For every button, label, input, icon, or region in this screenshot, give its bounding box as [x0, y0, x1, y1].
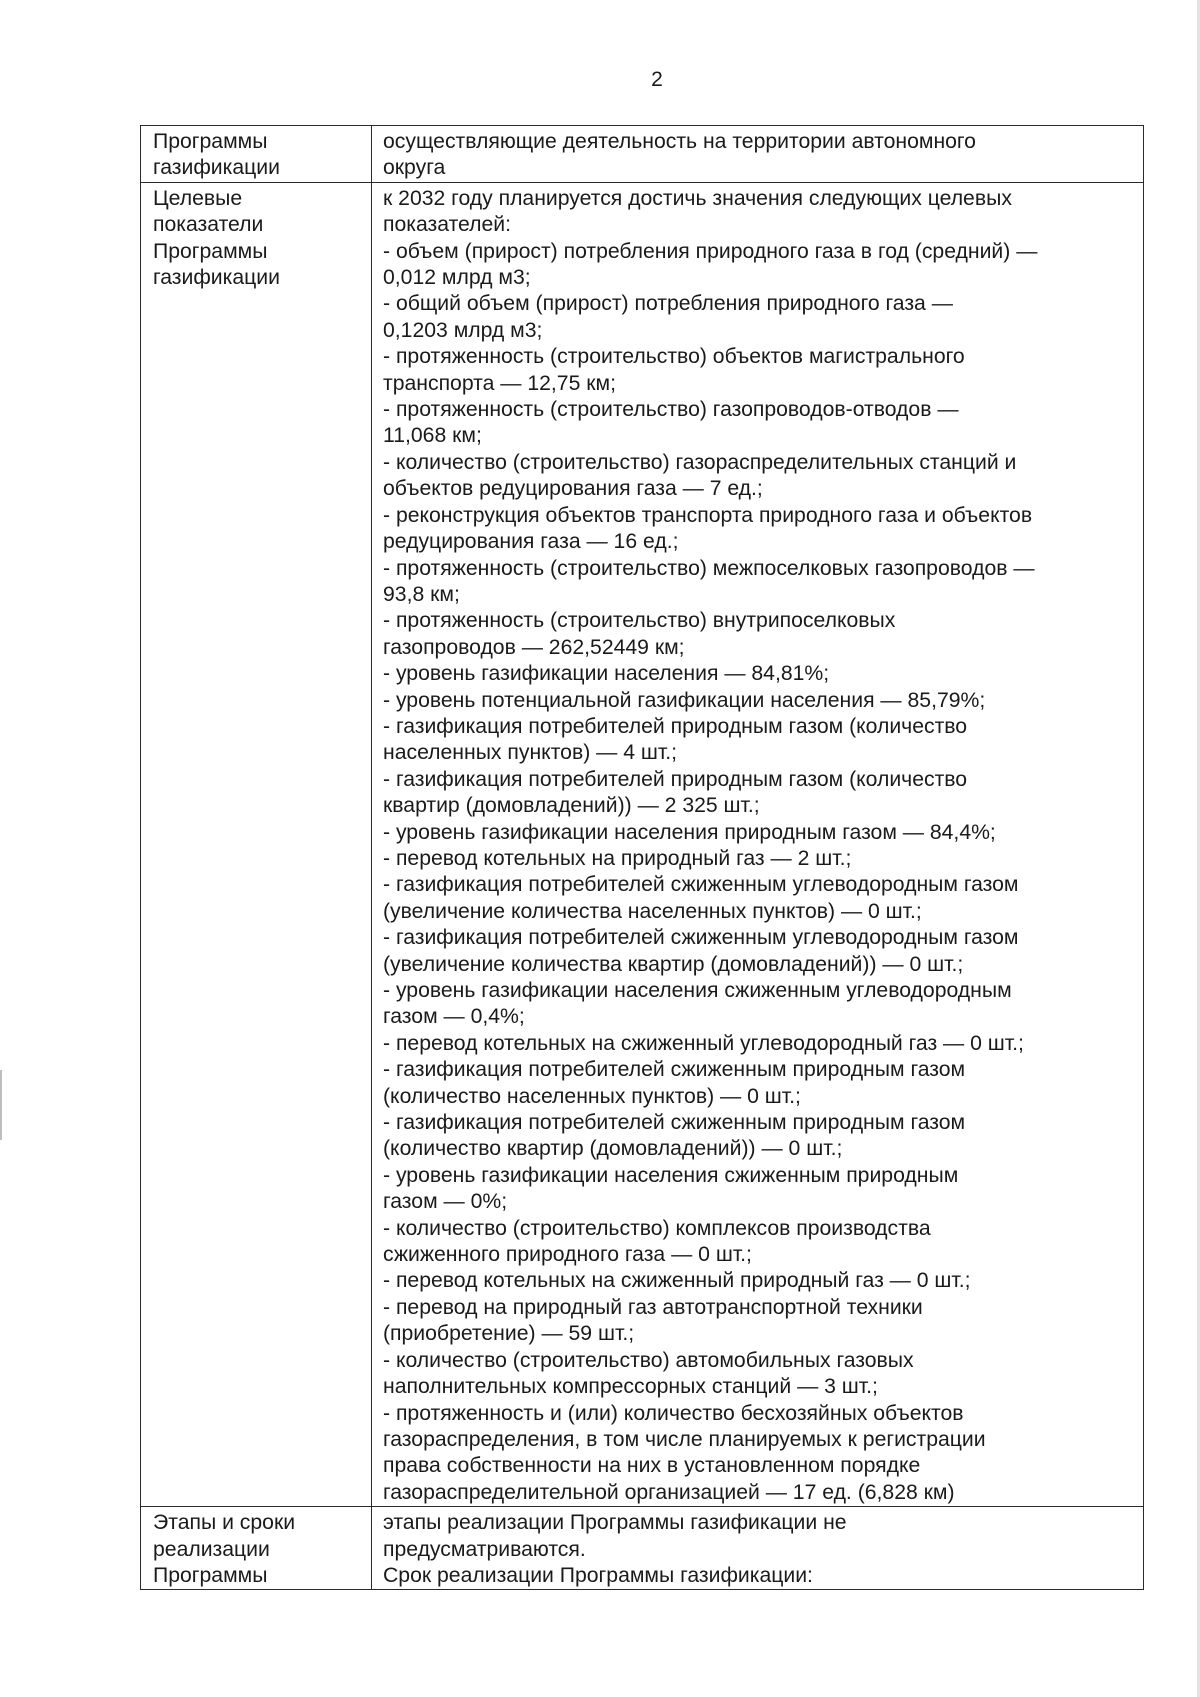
scan-margin-mark — [0, 1070, 2, 1140]
content-line: - количество (строительство) автомобильных газовых — [383, 1348, 914, 1372]
content-line: - перевод котельных на природный газ — 2 шт.; — [383, 846, 852, 870]
content-line: - уровень газификации населения природным газом — 84,4%; — [383, 820, 996, 844]
content-line: газопроводов — 262,52449 км; — [383, 635, 685, 659]
row-label-line: Программы — [153, 239, 268, 263]
content-line: - объем (прирост) потребления природного газа в год (средний) — — [383, 239, 1038, 263]
content-line: - протяженность и (или) количество бесхозяйных объектов — [383, 1401, 964, 1425]
content-line: - протяженность (строительство) межпоселковых газопроводов — — [383, 556, 1035, 580]
content-line: - газификация потребителей сжиженным углеводородным газом — [383, 873, 1019, 897]
content-line: газораспределительной организацией — 17 ед. (6,828 км) — [383, 1480, 955, 1504]
row-label-cell — [141, 182, 372, 1506]
row-content-cell — [372, 126, 1144, 183]
content-line: - протяженность (строительство) объектов магистрального — [383, 345, 965, 369]
table-row — [141, 182, 1144, 1506]
row-content-cell — [372, 1507, 1144, 1590]
content-line: объектов редуцирования газа — 7 ед.; — [383, 477, 763, 501]
content-line: - протяженность (строительство) внутрипоселковых — [383, 609, 896, 633]
row-label-line: реализации — [153, 1537, 270, 1561]
content-line: осуществляющие деятельность на территории автономного — [383, 130, 976, 153]
content-line: - протяженность (строительство) газопроводов-отводов — — [383, 398, 959, 422]
content-line: (увеличение количества населенных пунктов) — 0 шт.; — [383, 899, 922, 923]
content-line: газом — 0,4%; — [383, 1005, 525, 1029]
row-label-line: Программы — [153, 1563, 268, 1587]
content-line: редуцирования газа — 16 ед.; — [383, 530, 679, 554]
content-line: (приобретение) — 59 шт.; — [383, 1322, 635, 1346]
content-line: Срок реализации Программы газификации: — [383, 1563, 813, 1587]
content-line: - количество (строительство) газораспределительных станций и — [383, 450, 1017, 474]
content-line: 0,1203 млрд м3; — [383, 318, 543, 342]
row-label-cell — [141, 1507, 372, 1590]
content-line: - газификация потребителей сжиженным природным газом — [383, 1058, 966, 1082]
table-row — [141, 1507, 1144, 1590]
content-line: - количество (строительство) комплексов производства — [383, 1216, 931, 1240]
content-line: - газификация потребителей природным газом (количество — [383, 767, 968, 791]
content-line: газом — 0%; — [383, 1190, 508, 1214]
content-line: предусматриваются. — [383, 1537, 586, 1561]
content-line: - уровень потенциальной газификации населения — 85,79%; — [383, 688, 986, 712]
content-line: населенных пунктов) — 4 шт.; — [383, 741, 678, 765]
row-label-cell — [141, 126, 372, 183]
content-line: права собственности на них в установленном порядке — [383, 1454, 921, 1478]
row-label-line: показатели — [153, 213, 264, 237]
content-line: показателей: — [383, 213, 511, 237]
content-line: транспорта — 12,75 км; — [383, 371, 616, 395]
page-number: 2 — [651, 68, 663, 91]
content-line: наполнительных компрессорных станций — 3 шт.; — [383, 1375, 878, 1399]
content-line: - перевод на природный газ автотранспортной техники — [383, 1295, 923, 1319]
program-passport-table — [140, 125, 1144, 1590]
content-line: - газификация потребителей сжиженным углеводородным газом — [383, 926, 1019, 950]
table-row — [141, 126, 1144, 183]
row-label-line: газификации — [153, 156, 280, 180]
content-line: - газификация потребителей природным газом (количество — [383, 714, 968, 738]
content-line: 93,8 км; — [383, 582, 460, 606]
row-label-line: газификации — [153, 266, 280, 290]
content-line: - уровень газификации населения — 84,81%; — [383, 662, 830, 686]
content-line: (количество квартир (домовладений)) — 0 шт.; — [383, 1137, 843, 1161]
content-line: округа — [383, 156, 446, 180]
row-label-line: Этапы и сроки — [153, 1511, 296, 1535]
content-line: 0,012 млрд м3; — [383, 266, 531, 290]
content-line: сжиженного природного газа — 0 шт.; — [383, 1243, 752, 1267]
row-label-line: Программы — [153, 130, 268, 153]
content-line: - общий объем (прирост) потребления природного газа — — [383, 292, 953, 316]
content-line: - уровень газификации населения сжиженным природным — [383, 1163, 959, 1187]
content-line: - уровень газификации населения сжиженным углеводородным — [383, 979, 1012, 1002]
content-line: (количество населенных пунктов) — 0 шт.; — [383, 1084, 801, 1108]
content-line: 11,068 км; — [383, 424, 482, 448]
content-line: газораспределения, в том числе планируемых к регистрации — [383, 1427, 986, 1451]
content-line: - перевод котельных на сжиженный природный газ — 0 шт.; — [383, 1269, 971, 1293]
content-line: - газификация потребителей сжиженным природным газом — [383, 1111, 966, 1135]
content-line: (увеличение количества квартир (домовладений)) — 0 шт.; — [383, 952, 964, 976]
content-line: квартир (домовладений)) — 2 325 шт.; — [383, 794, 760, 818]
content-line: этапы реализации Программы газификации не — [383, 1511, 847, 1535]
row-content-cell — [372, 182, 1144, 1506]
row-label-line: Целевые — [153, 186, 243, 210]
content-line: - реконструкция объектов транспорта природного газа и объектов — [383, 503, 1033, 527]
content-line: - перевод котельных на сжиженный углеводородный газ — 0 шт.; — [383, 1031, 1024, 1055]
content-line: к 2032 году планируется достичь значения следующих целевых — [383, 186, 1012, 210]
